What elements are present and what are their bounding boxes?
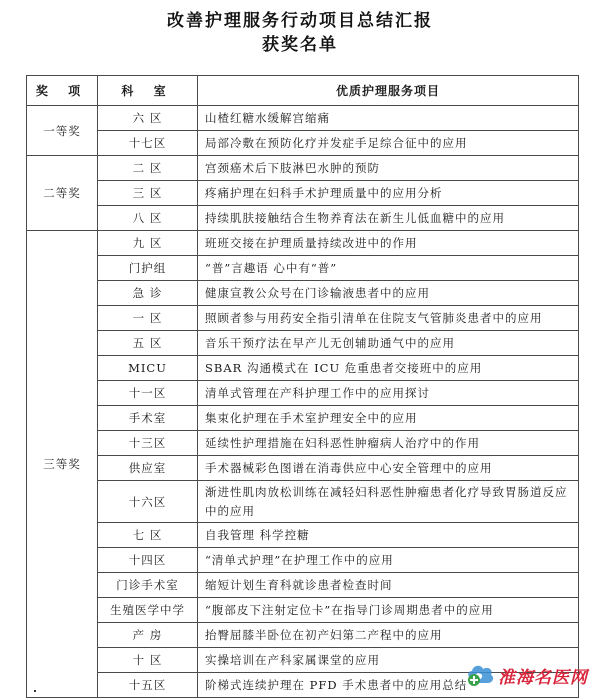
table-row: [27, 573, 579, 598]
award-level-cell: 一等奖: [27, 106, 98, 156]
department-cell: 十六区: [98, 481, 198, 523]
project-cell: 清单式管理在产科护理工作中的应用探讨: [198, 381, 579, 406]
department-cell: 产 房: [98, 623, 198, 648]
project-cell: 缩短计划生育科就诊患者检查时间: [198, 573, 579, 598]
table-row: [27, 306, 579, 331]
table-row: [27, 456, 579, 481]
department-cell: 十 区: [98, 648, 198, 673]
department-cell: 八 区: [98, 206, 198, 231]
project-cell: 班班交接在护理质量持续改进中的作用: [198, 231, 579, 256]
department-cell: 十七区: [98, 131, 198, 156]
department-cell: 十五区: [98, 673, 198, 698]
department-cell: 七 区: [98, 523, 198, 548]
table-row: [27, 406, 579, 431]
project-cell: 疼痛护理在妇科手术护理质量中的应用分析: [198, 181, 579, 206]
award-level-cell: 三等奖: [27, 231, 98, 698]
awards-table-body: [27, 106, 579, 698]
watermark-text: 淮海名医网: [498, 667, 588, 688]
department-cell: 九 区: [98, 231, 198, 256]
table-row: [27, 156, 579, 181]
project-cell: 阶梯式连续护理在 PFD 手术患者中的应用总结: [198, 673, 579, 698]
department-cell: 十一区: [98, 381, 198, 406]
awards-table: [26, 75, 579, 698]
project-cell: 局部冷敷在预防化疗并发症手足综合征中的应用: [198, 131, 579, 156]
project-cell: 集束化护理在手术室护理安全中的应用: [198, 406, 579, 431]
project-cell: 健康宣教公众号在门诊输液患者中的应用: [198, 281, 579, 306]
department-cell: MICU: [98, 356, 198, 381]
department-cell: 急 诊: [98, 281, 198, 306]
award-level-cell: 二等奖: [27, 156, 98, 231]
department-cell: 门护组: [98, 256, 198, 281]
project-cell: 音乐干预疗法在早产儿无创辅助通气中的应用: [198, 331, 579, 356]
table-row: [27, 623, 579, 648]
header-award: 奖 项: [27, 76, 98, 106]
department-cell: 三 区: [98, 181, 198, 206]
table-row: [27, 481, 579, 523]
project-cell: 抬臀屈膝半卧位在初产妇第二产程中的应用: [198, 623, 579, 648]
project-cell: 实操培训在产科家属课堂的应用: [198, 648, 579, 673]
table-row: [27, 548, 579, 573]
project-cell: 延续性护理措施在妇科恶性肿瘤病人治疗中的作用: [198, 431, 579, 456]
project-cell: SBAR 沟通模式在 ICU 危重患者交接班中的应用: [198, 356, 579, 381]
department-cell: 六 区: [98, 106, 198, 131]
header-project: 优质护理服务项目: [198, 76, 579, 106]
table-row: [27, 256, 579, 281]
table-row: [27, 598, 579, 623]
table-row: [27, 181, 579, 206]
table-row: [27, 206, 579, 231]
watermark: [466, 658, 600, 692]
table-row: [27, 431, 579, 456]
department-cell: 十四区: [98, 548, 198, 573]
project-cell: 渐进性肌肉放松训练在减轻妇科恶性肿瘤患者化疗导致胃肠道反应中的应用: [198, 481, 579, 523]
project-cell: 照顾者参与用药安全指引清单在住院支气管肺炎患者中的应用: [198, 306, 579, 331]
project-cell: “清单式护理”在护理工作中的应用: [198, 548, 579, 573]
department-cell: 二 区: [98, 156, 198, 181]
project-cell: 自我管理 科学控糖: [198, 523, 579, 548]
table-row: [27, 331, 579, 356]
project-cell: 宫颈癌术后下肢淋巴水肿的预防: [198, 156, 579, 181]
project-cell: 持续肌肤接触结合生物养育法在新生儿低血糖中的应用: [198, 206, 579, 231]
department-cell: 五 区: [98, 331, 198, 356]
table-row: [27, 356, 579, 381]
project-cell: 手术器械彩色图谱在消毒供应中心安全管理中的应用: [198, 456, 579, 481]
department-cell: 门诊手术室: [98, 573, 198, 598]
project-cell: 山楂红糖水缓解宫缩痛: [198, 106, 579, 131]
table-row: [27, 281, 579, 306]
table-header-row: [27, 76, 579, 106]
document-title: 改善护理服务行动项目总结汇报: [167, 11, 433, 31]
department-cell: 一 区: [98, 306, 198, 331]
document-subtitle: 获奖名单: [262, 35, 338, 55]
department-cell: 生殖医学中学: [98, 598, 198, 623]
project-cell: “普”言趣语 心中有“普”: [198, 256, 579, 281]
table-row: [27, 131, 579, 156]
department-cell: 十三区: [98, 431, 198, 456]
stray-dot: [34, 690, 36, 692]
table-row: [27, 523, 579, 548]
header-department: 科 室: [98, 76, 198, 106]
department-cell: 供应室: [98, 456, 198, 481]
project-cell: “腹部皮下注射定位卡”在指导门诊周期患者中的应用: [198, 598, 579, 623]
department-cell: 手术室: [98, 406, 198, 431]
table-row: [27, 231, 579, 256]
table-row: [27, 381, 579, 406]
cloud-cross-logo-icon: [466, 662, 496, 688]
table-row: [27, 106, 579, 131]
